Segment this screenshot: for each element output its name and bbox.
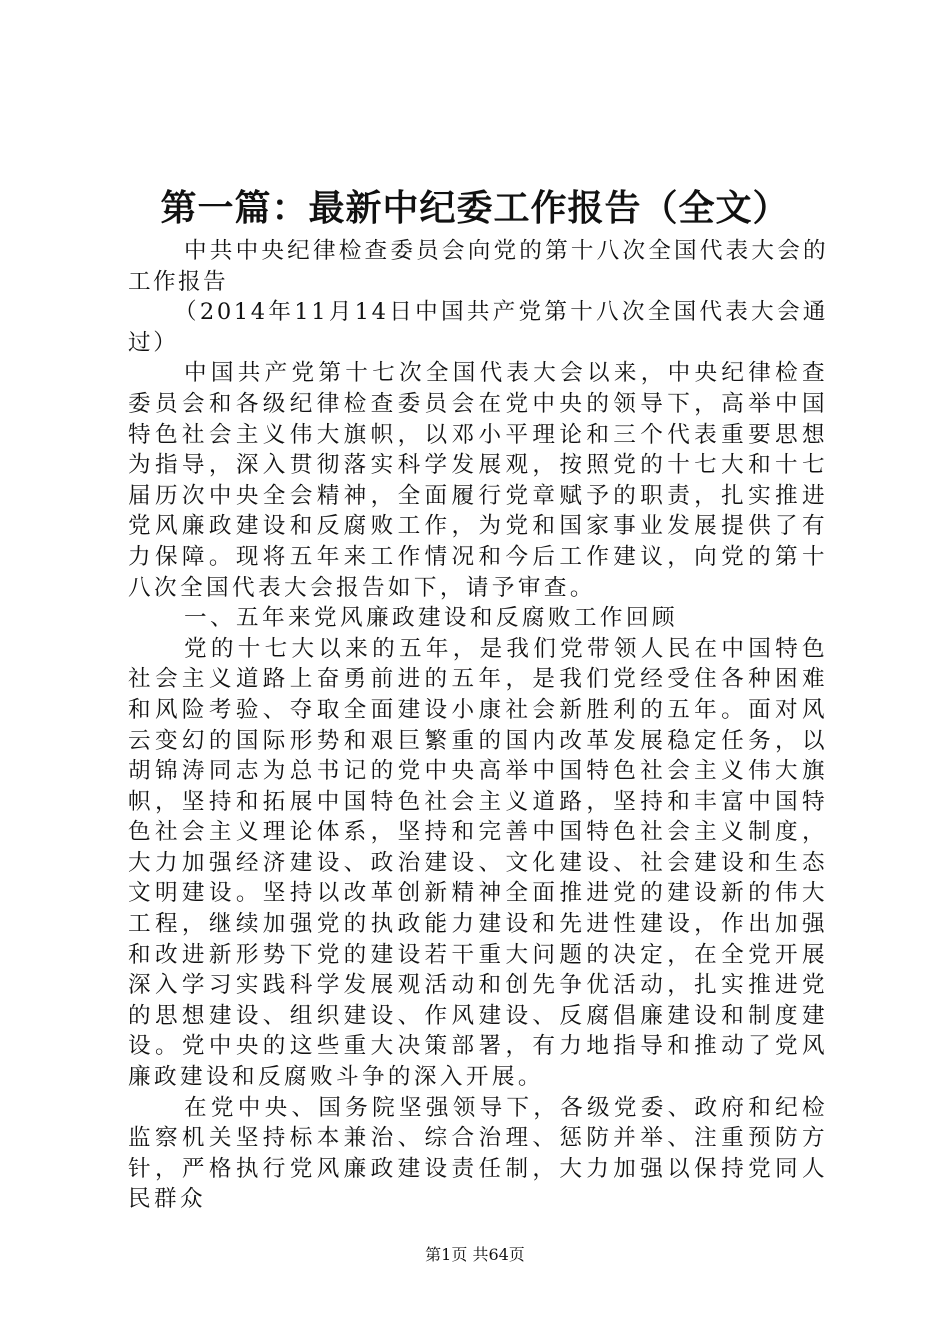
section-heading: 一、五年来党风廉政建设和反腐败工作回顾 — [184, 605, 678, 632]
page-number-footer: 第1页 共64页 — [425, 1245, 525, 1264]
adoption-date-paragraph: （2014年11月14日中国共产党第十八次全国代表大会通过） — [128, 299, 828, 356]
report-heading-paragraph: 中共中央纪律检查委员会向党的第十八次全国代表大会的工作报告 — [128, 238, 828, 295]
review-paragraph: 党的十七大以来的五年，是我们党带领人民在中国特色社会主义道路上奋勇前进的五年，是我们党经受住各种困难和风险考验、夺取全面建设小康社会新胜利的五年。面对风云变幻的国际形势和艰巨繁重的国内改革发展稳定任务，以胡锦涛同志为总书记的党中央高举中国特色社会主义伟大旗帜，坚持和拓展中国特色社会主义道路，坚持和丰富中国特色社会主义理论体系，坚持和完善中国特色社会主义制度，大力加强经济建设、政治建设、文化建设、社会建设和生态文明建设。坚持以改革创新精神全面推进党的建设新的伟大工程，继续加强党的执政能力建设和先进性建设，作出加强和改进新形势下党的建设若干重大问题的决定，在全党开展深入学习实践科学发展观活动和创先争优活动，扎实推进党的思想建设、组织建设、作风建设、反腐倡廉建设和制度建设。党中央的这些重大决策部署，有力地指导和推动了党风廉政建设和反腐败斗争的深入开展。 — [128, 635, 828, 1091]
document-body — [128, 236, 828, 1215]
leadership-paragraph: 在党中央、国务院坚强领导下，各级党委、政府和纪检监察机关坚持标本兼治、综合治理、惩防并举、注重预防方针，严格执行党风廉政建设责任制，大力加强以保持党同人民群众 — [128, 1094, 828, 1213]
document-title: 第一篇：最新中纪委工作报告（全文） — [160, 188, 790, 229]
intro-paragraph: 中国共产党第十七次全国代表大会以来，中央纪律检查委员会和各级纪律检查委员会在党中央的领导下，高举中国特色社会主义伟大旗帜，以邓小平理论和三个代表重要思想为指导，深入贯彻落实科学发展观，按照党的十七大和十七届历次中央全会精神，全面履行党章赋予的职责，扎实推进党风廉政建设和反腐败工作，为党和国家事业发展提供了有力保障。现将五年来工作情况和今后工作建议，向党的第十八次全国代表大会报告如下，请予审查。 — [128, 360, 828, 601]
